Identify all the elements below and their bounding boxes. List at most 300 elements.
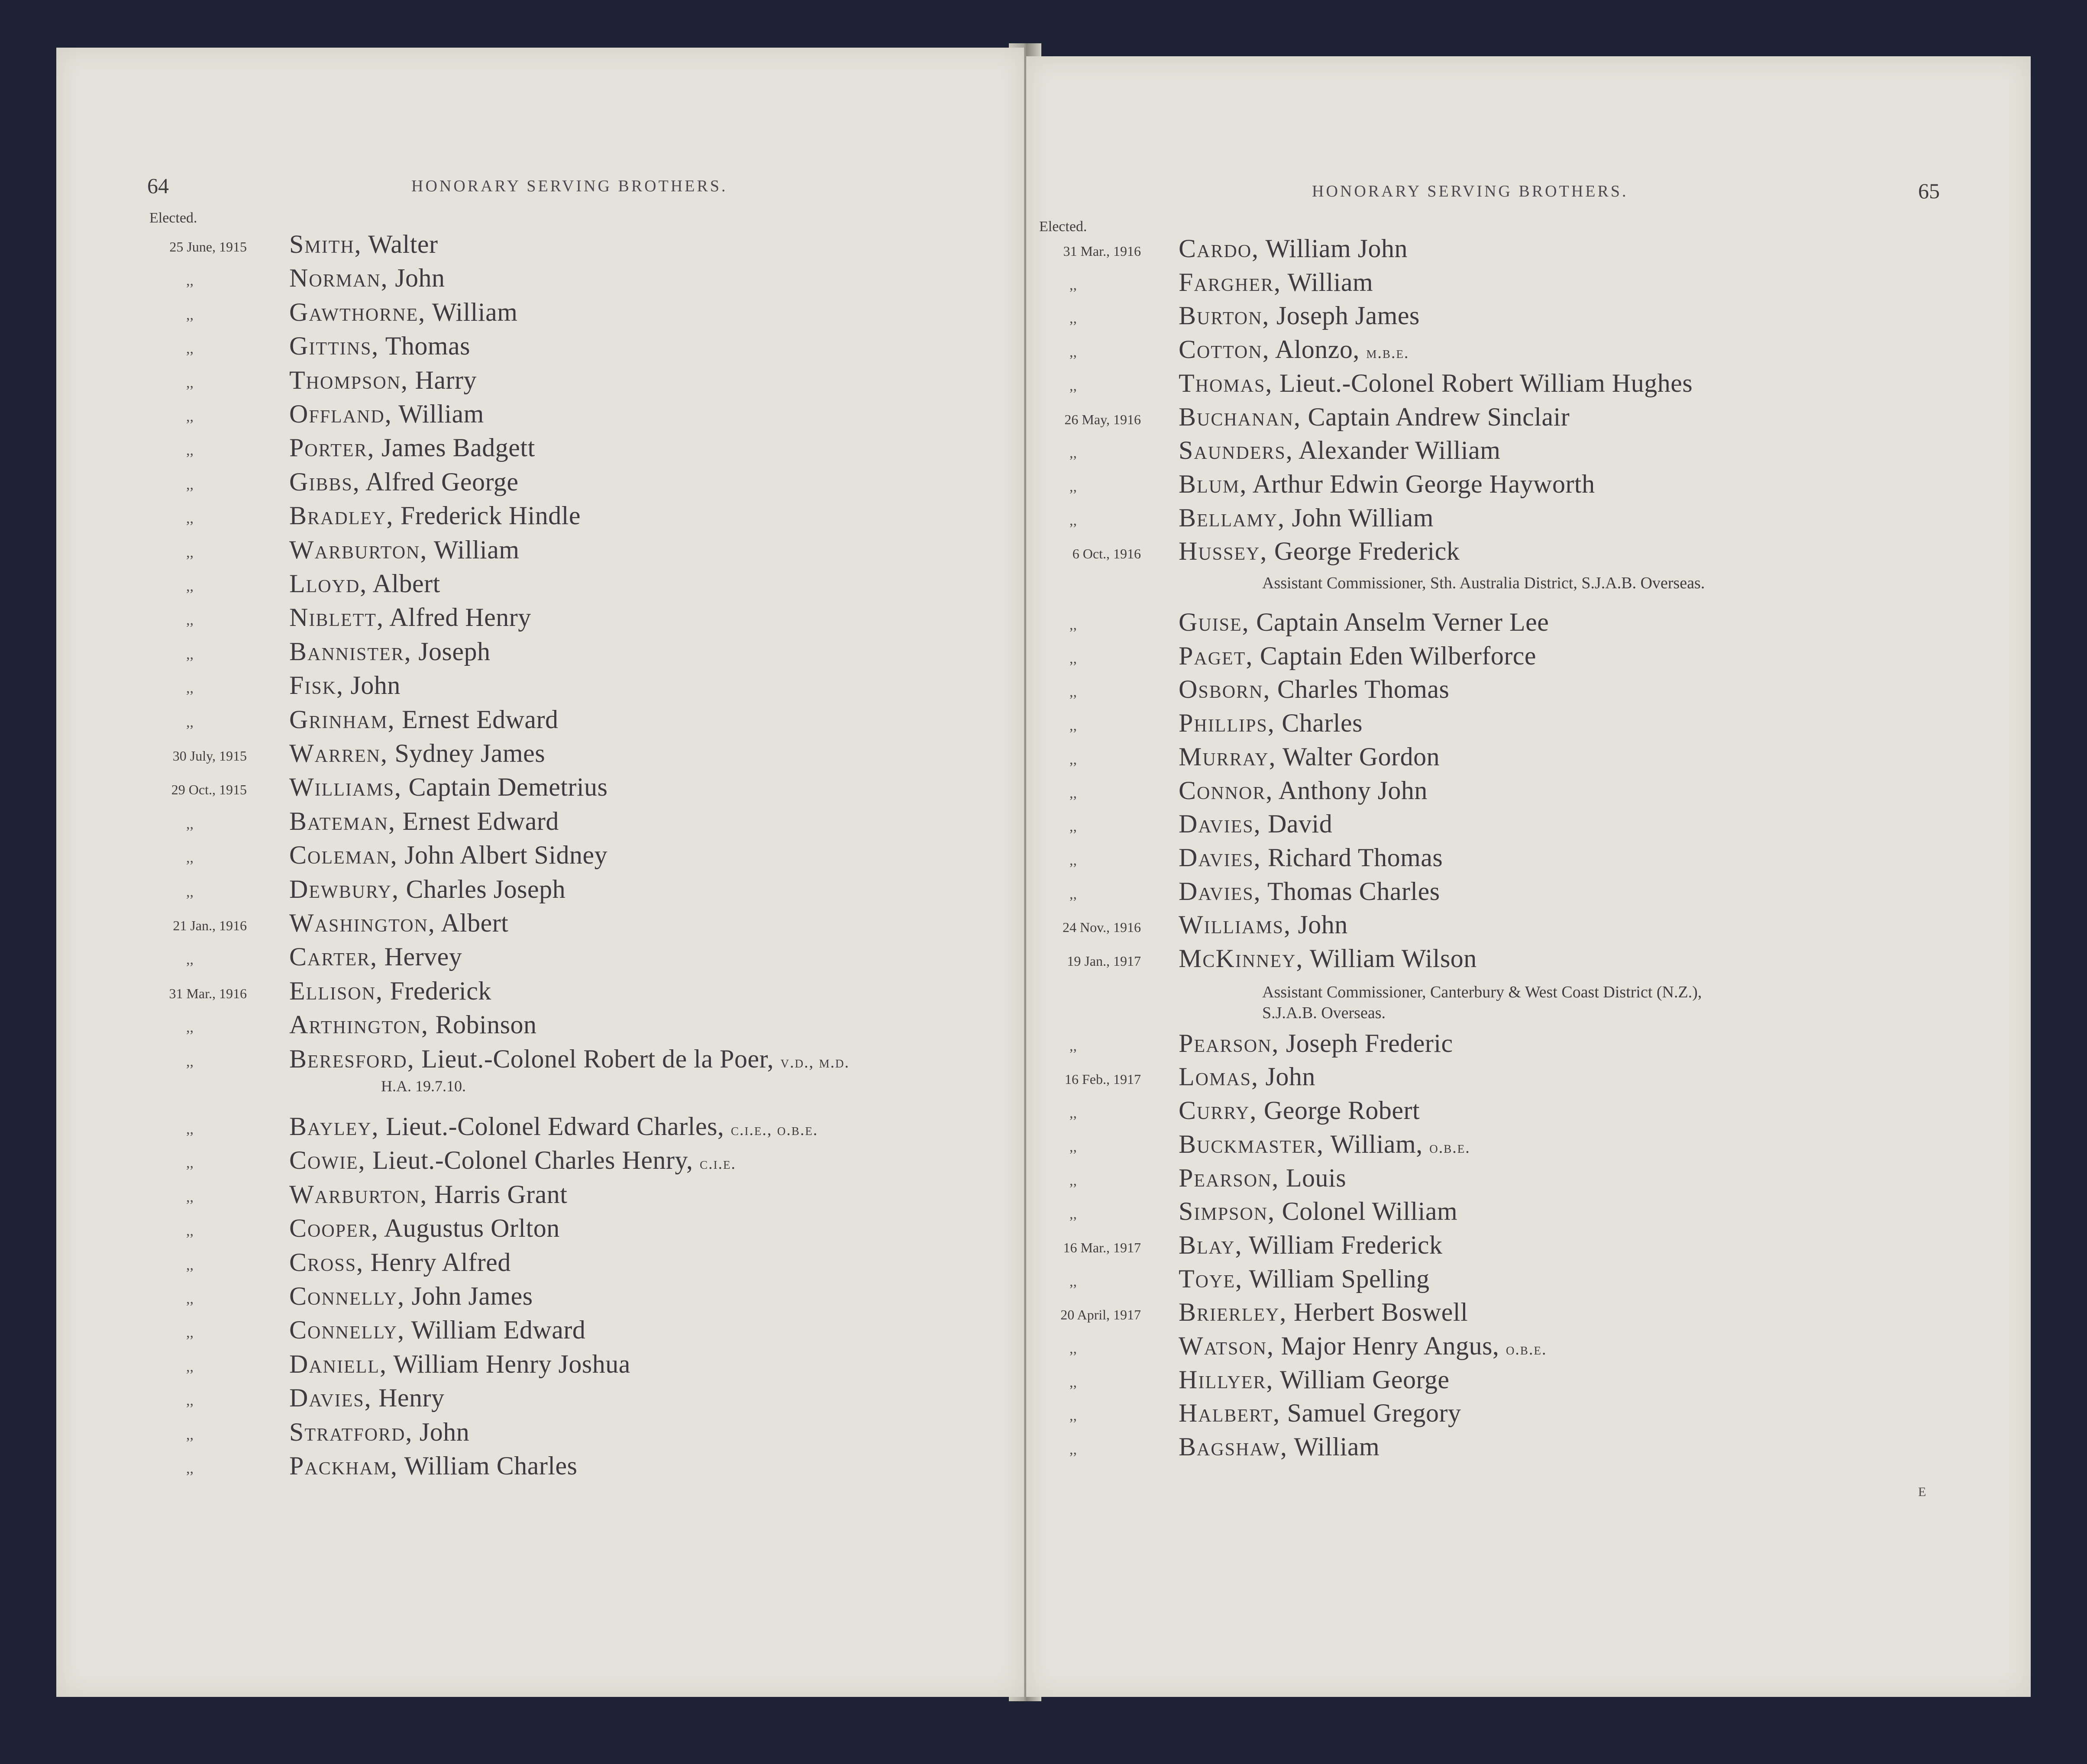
list-item	[1026, 809, 2022, 843]
given-names: Walter Gordon	[1282, 742, 1440, 771]
ditto-mark: ,,	[1069, 650, 1077, 667]
list-item	[56, 433, 1022, 467]
member-name	[1179, 1129, 1470, 1159]
member-name	[1179, 1163, 1346, 1193]
surname: Dewbury,	[289, 874, 399, 903]
surname: Norman,	[289, 264, 388, 293]
surname: Williams,	[289, 773, 402, 802]
list-item	[1026, 368, 2022, 402]
ditto-mark: ,,	[186, 1053, 194, 1070]
given-names: Anthony John	[1278, 776, 1428, 805]
member-name	[1179, 1230, 1443, 1260]
surname: Fisk,	[289, 671, 344, 700]
ditto-mark: ,,	[1069, 1442, 1077, 1458]
list-item	[56, 1213, 1022, 1247]
honours: c.i.e.	[700, 1155, 737, 1173]
member-name	[289, 840, 607, 870]
surname: Pearson,	[1179, 1163, 1279, 1192]
ditto-mark: ,,	[186, 341, 194, 357]
surname: Guise,	[1179, 608, 1250, 636]
member-name	[289, 1180, 567, 1209]
election-date: 19 Jan., 1917	[1067, 953, 1141, 969]
given-names: Joseph James	[1276, 301, 1420, 330]
list-item	[1026, 708, 2022, 742]
ditto-mark: ,,	[186, 1358, 194, 1375]
surname: Simpson,	[1179, 1197, 1276, 1226]
member-name	[1179, 742, 1440, 772]
left-page	[56, 48, 1024, 1697]
given-names: Hervey	[384, 942, 462, 971]
list-item	[56, 399, 1022, 433]
list-item	[56, 908, 1022, 942]
list-item	[1026, 503, 2022, 537]
surname: Warren,	[289, 739, 388, 768]
ditto-mark: ,,	[1069, 1408, 1077, 1424]
ditto-mark: ,,	[1069, 684, 1077, 700]
election-date: 26 May, 1916	[1064, 411, 1141, 427]
given-names: John	[1298, 910, 1348, 939]
given-names: William	[432, 297, 518, 326]
election-date: 16 Mar., 1917	[1063, 1239, 1141, 1255]
list-item	[56, 637, 1022, 671]
given-names: James Badgett	[381, 433, 535, 462]
given-names: Thomas Charles	[1267, 877, 1440, 906]
ditto-mark: ,,	[186, 1426, 194, 1443]
surname: Warburton,	[289, 1180, 428, 1209]
list-item	[56, 705, 1022, 738]
list-item	[56, 1451, 1022, 1485]
list-item	[1026, 944, 2022, 977]
ditto-mark: ,,	[186, 1019, 194, 1036]
given-names: William George	[1279, 1365, 1450, 1394]
list-item	[56, 535, 1022, 569]
list-item	[56, 1112, 1022, 1145]
surname: Williams,	[1179, 910, 1291, 939]
given-names: Richard Thomas	[1268, 843, 1443, 872]
surname: McKinney,	[1179, 944, 1304, 973]
surname: Davies,	[1179, 877, 1261, 906]
member-name	[289, 1349, 630, 1379]
given-names: Walter	[368, 230, 438, 258]
given-names: Charles Joseph	[406, 874, 566, 903]
given-names: Lieut.-Colonel Charles Henry,	[372, 1146, 693, 1175]
given-names: William Henry Joshua	[393, 1349, 630, 1378]
list-item	[1026, 1196, 2022, 1230]
member-name	[289, 1213, 560, 1243]
given-names: Ernest Edward	[402, 806, 559, 835]
list-item	[1026, 1331, 2022, 1365]
given-names: Henry	[378, 1383, 445, 1412]
member-name	[1179, 1331, 1547, 1361]
member-name	[1179, 1398, 1461, 1428]
list-item	[56, 263, 1022, 297]
given-names: Captain Eden Wilberforce	[1260, 641, 1537, 670]
list-item	[1026, 1398, 2022, 1432]
election-date: 25 June, 1915	[169, 239, 247, 255]
honours: o.b.e.	[1429, 1138, 1470, 1157]
list-item	[56, 942, 1022, 976]
ditto-mark: ,,	[186, 714, 194, 730]
list-item	[1026, 910, 2022, 944]
member-name	[289, 1010, 537, 1040]
ditto-mark: ,,	[186, 442, 194, 459]
ditto-mark: ,,	[1069, 886, 1077, 902]
list-item	[1026, 1297, 2022, 1331]
given-names: William	[1294, 1432, 1380, 1461]
given-names: Sydney James	[394, 739, 546, 768]
list-item	[1026, 742, 2022, 776]
ditto-mark: ,,	[186, 1393, 194, 1409]
ditto-mark: ,,	[1069, 718, 1077, 734]
ditto-mark: ,,	[186, 409, 194, 425]
election-date: 31 Mar., 1916	[1063, 243, 1141, 259]
surname: Arthington,	[289, 1010, 429, 1039]
list-item	[1026, 1432, 2022, 1466]
list-item	[56, 1383, 1022, 1417]
surname: Ellison,	[289, 976, 383, 1005]
ditto-mark: ,,	[186, 951, 194, 968]
given-names: David	[1268, 809, 1333, 838]
surname: Hillyer,	[1179, 1365, 1274, 1394]
surname: Curry,	[1179, 1096, 1257, 1125]
list-item	[1026, 1230, 2022, 1264]
member-name	[289, 399, 484, 429]
member-name	[289, 535, 520, 565]
honours: v.d., m.d.	[780, 1053, 850, 1071]
entry-note: S.J.A.B. Overseas.	[1262, 1004, 1386, 1022]
list-item	[56, 671, 1022, 704]
given-names: Colonel William	[1282, 1197, 1458, 1226]
member-name	[1179, 910, 1348, 940]
ditto-mark: ,,	[186, 374, 194, 391]
list-item	[56, 738, 1022, 772]
given-names: Joseph	[418, 637, 491, 666]
member-name	[289, 671, 401, 700]
list-item	[1026, 402, 2022, 436]
surname: Phillips,	[1179, 709, 1275, 738]
list-item	[56, 1248, 1022, 1281]
surname: Connelly,	[289, 1282, 405, 1310]
entry-note: Assistant Commissioner, Canterbury & West Coast District (N.Z.),	[1262, 983, 1702, 1001]
member-name	[289, 806, 559, 836]
ditto-mark: ,,	[186, 884, 194, 900]
member-name	[289, 467, 519, 497]
list-item	[1026, 843, 2022, 877]
surname: Gittins,	[289, 332, 379, 361]
list-item	[1026, 641, 2022, 675]
election-date: 20 April, 1917	[1060, 1307, 1141, 1323]
member-name	[289, 433, 535, 463]
ditto-mark: ,,	[1069, 852, 1077, 868]
member-name	[1179, 641, 1536, 671]
surname: Gibbs,	[289, 467, 360, 496]
member-name	[1179, 1096, 1420, 1125]
surname: Fargher,	[1179, 268, 1282, 297]
list-item	[1026, 1264, 2022, 1298]
surname: Bradley,	[289, 501, 394, 530]
surname: Grinham,	[289, 705, 395, 734]
member-name	[1179, 234, 1408, 264]
election-date: 31 Mar., 1916	[169, 985, 247, 1001]
ditto-mark: ,,	[1069, 617, 1077, 633]
given-names: George Frederick	[1274, 537, 1460, 566]
member-name	[289, 603, 531, 632]
member-name	[1179, 536, 1460, 566]
member-name	[289, 976, 491, 1006]
member-name	[1179, 1365, 1450, 1395]
ditto-mark: ,,	[186, 680, 194, 697]
ditto-mark: ,,	[1069, 1105, 1077, 1122]
surname: Cross,	[289, 1248, 364, 1277]
given-names: Thomas	[385, 332, 471, 361]
ditto-mark: ,,	[186, 1291, 194, 1307]
surname: Warburton,	[289, 535, 428, 564]
ditto-mark: ,,	[186, 816, 194, 832]
ditto-mark: ,,	[1069, 377, 1077, 394]
given-names: William,	[1330, 1129, 1423, 1158]
ditto-mark: ,,	[186, 1189, 194, 1205]
list-item	[56, 331, 1022, 365]
member-name	[1179, 776, 1428, 806]
ditto-mark: ,,	[186, 578, 194, 594]
given-names: John	[419, 1417, 470, 1446]
elected-label: Elected.	[149, 210, 197, 226]
given-names: Frederick Hindle	[400, 501, 581, 530]
member-name	[1179, 1062, 1315, 1092]
member-name	[289, 365, 477, 395]
list-item	[1026, 435, 2022, 469]
given-names: John Albert Sidney	[404, 841, 608, 870]
member-name	[289, 331, 470, 361]
list-item	[1026, 877, 2022, 910]
entry-note: H.A. 19.7.10.	[381, 1077, 466, 1095]
surname: Bayley,	[289, 1112, 379, 1141]
given-names: Harris Grant	[434, 1180, 568, 1209]
surname: Cardo,	[1179, 234, 1260, 263]
surname: Gawthorne,	[289, 297, 426, 326]
member-name	[1179, 435, 1500, 465]
list-item	[56, 1010, 1022, 1044]
given-names: William Spelling	[1249, 1264, 1430, 1293]
given-names: William Wilson	[1309, 944, 1477, 973]
list-item	[56, 1044, 1022, 1078]
list-item	[56, 569, 1022, 603]
list-item	[56, 1417, 1022, 1451]
given-names: Samuel Gregory	[1287, 1399, 1461, 1428]
given-names: Captain Andrew Sinclair	[1308, 402, 1570, 431]
page-number: 65	[1918, 179, 1940, 203]
given-names: Albert	[372, 569, 440, 598]
election-date: 29 Oct., 1915	[171, 782, 247, 798]
member-name	[289, 738, 545, 768]
surname: Offland,	[289, 400, 392, 428]
surname: Buckmaster,	[1179, 1129, 1325, 1158]
ditto-mark: ,,	[1069, 478, 1077, 495]
list-item	[56, 297, 1022, 331]
surname: Niblett,	[289, 603, 384, 632]
given-names: John	[1265, 1062, 1315, 1091]
ditto-mark: ,,	[186, 1223, 194, 1239]
surname: Coleman,	[289, 841, 398, 870]
member-name	[289, 1315, 585, 1345]
given-names: Alonzo,	[1275, 335, 1360, 364]
ditto-mark: ,,	[186, 1121, 194, 1137]
ditto-mark: ,,	[186, 612, 194, 629]
member-name	[289, 908, 508, 938]
surname: Watson,	[1179, 1332, 1274, 1360]
surname: Blum,	[1179, 469, 1247, 498]
member-name	[1179, 809, 1332, 839]
member-name	[289, 772, 608, 802]
list-item	[56, 874, 1022, 908]
member-name	[289, 942, 462, 972]
list-item	[56, 976, 1022, 1010]
member-name	[289, 501, 581, 531]
list-item	[1026, 1062, 2022, 1096]
given-names: Major Henry Angus,	[1281, 1332, 1499, 1360]
member-name	[1179, 469, 1595, 499]
right-page	[1026, 56, 2031, 1697]
surname: Toye,	[1179, 1264, 1243, 1293]
list-item	[1026, 776, 2022, 809]
given-names: Augustus Orlton	[384, 1214, 560, 1243]
given-names: John	[395, 264, 445, 293]
surname: Smith,	[289, 230, 362, 258]
ditto-mark: ,,	[1069, 819, 1077, 835]
given-names: John William	[1292, 503, 1434, 532]
surname: Paget,	[1179, 641, 1253, 670]
member-name	[1179, 503, 1434, 533]
given-names: Alexander William	[1298, 436, 1501, 465]
honours: m.b.e.	[1366, 344, 1409, 362]
member-name	[289, 1417, 469, 1447]
ditto-mark: ,,	[186, 1325, 194, 1341]
given-names: Albert	[441, 909, 509, 937]
given-names: Ernest Edward	[402, 705, 559, 734]
given-names: Louis	[1286, 1163, 1347, 1192]
given-names: Arthur Edwin George Hayworth	[1252, 469, 1595, 498]
surname: Bagshaw,	[1179, 1432, 1288, 1461]
surname: Pearson,	[1179, 1029, 1279, 1058]
given-names: William	[1287, 268, 1373, 297]
given-names: Lieut.-Colonel Edward Charles,	[385, 1112, 724, 1141]
given-names: Henry Alfred	[370, 1248, 511, 1277]
list-item	[56, 229, 1022, 263]
list-item	[56, 1145, 1022, 1179]
member-name	[1179, 877, 1440, 906]
list-item	[1026, 1029, 2022, 1062]
ditto-mark: ,,	[186, 646, 194, 662]
member-name	[289, 874, 565, 904]
given-names: Alfred Henry	[389, 603, 531, 632]
member-name	[1179, 335, 1409, 364]
given-names: Charles	[1282, 709, 1363, 738]
member-name	[289, 1281, 533, 1311]
surname: Davies,	[289, 1383, 372, 1412]
list-item	[56, 1315, 1022, 1349]
ditto-mark: ,,	[1069, 751, 1077, 768]
surname: Washington,	[289, 909, 436, 937]
member-name	[1179, 1264, 1430, 1294]
member-name	[1179, 944, 1477, 974]
given-names: Captain Demetrius	[408, 773, 608, 802]
given-names: George Robert	[1263, 1096, 1420, 1125]
given-names: William Charles	[404, 1451, 578, 1480]
list-item	[56, 365, 1022, 399]
member-name	[1179, 674, 1449, 704]
ditto-mark: ,,	[1069, 310, 1077, 327]
surname: Stratford,	[289, 1417, 413, 1446]
surname: Burton,	[1179, 301, 1270, 330]
ditto-mark: ,,	[1069, 785, 1077, 801]
election-date: 24 Nov., 1916	[1062, 919, 1141, 935]
surname: Cotton,	[1179, 335, 1270, 364]
given-names: Joseph Frederic	[1286, 1029, 1453, 1058]
given-names: Frederick	[390, 976, 491, 1005]
surname: Beresford,	[289, 1044, 415, 1073]
given-names: William	[433, 535, 520, 564]
elected-label: Elected.	[1039, 219, 1087, 235]
member-name	[289, 263, 445, 293]
list-item	[1026, 234, 2022, 268]
member-name	[1179, 301, 1420, 331]
ditto-mark: ,,	[1069, 445, 1077, 461]
ditto-mark: ,,	[186, 544, 194, 561]
entry-note: Assistant Commissioner, Sth. Australia District, S.J.A.B. Overseas.	[1262, 574, 1705, 592]
member-name	[1179, 1029, 1453, 1058]
surname: Packham,	[289, 1451, 398, 1480]
ditto-mark: ,,	[186, 1461, 194, 1477]
running-head: HONORARY SERVING BROTHERS.	[1312, 182, 1628, 200]
list-item	[1026, 1129, 2022, 1163]
given-names: Lieut.-Colonel Robert de la Poer,	[421, 1044, 774, 1073]
ditto-mark: ,,	[1069, 1206, 1077, 1222]
surname: Connor,	[1179, 776, 1273, 805]
member-name	[289, 1451, 577, 1481]
given-names: William Edward	[411, 1316, 586, 1345]
surname: Bannister,	[289, 637, 412, 666]
ditto-mark: ,,	[1069, 1273, 1077, 1290]
surname: Bateman,	[289, 806, 396, 835]
surname: Porter,	[289, 433, 375, 462]
list-item	[56, 1281, 1022, 1315]
given-names: Captain Anselm Verner Lee	[1256, 608, 1549, 636]
surname: Thomas,	[1179, 368, 1273, 397]
ditto-mark: ,,	[186, 850, 194, 866]
list-item	[1026, 1163, 2022, 1197]
election-date: 30 July, 1915	[172, 748, 247, 764]
list-item	[1026, 1096, 2022, 1129]
given-names: Robinson	[435, 1010, 537, 1039]
list-item	[1026, 1365, 2022, 1399]
surname: Carter,	[289, 942, 378, 971]
list-item	[1026, 674, 2022, 708]
member-name	[1179, 402, 1570, 432]
member-name	[289, 1383, 445, 1413]
ditto-mark: ,,	[1069, 344, 1077, 361]
list-item	[56, 501, 1022, 535]
honours: o.b.e.	[1505, 1340, 1547, 1358]
ditto-mark: ,,	[186, 306, 194, 323]
list-item	[56, 603, 1022, 636]
signature-mark: E	[1918, 1485, 1926, 1499]
list-item	[1026, 469, 2022, 503]
member-name	[289, 1112, 818, 1142]
surname: Saunders,	[1179, 436, 1293, 465]
surname: Buchanan,	[1179, 402, 1302, 431]
member-name	[1179, 268, 1373, 297]
member-name	[289, 705, 559, 735]
